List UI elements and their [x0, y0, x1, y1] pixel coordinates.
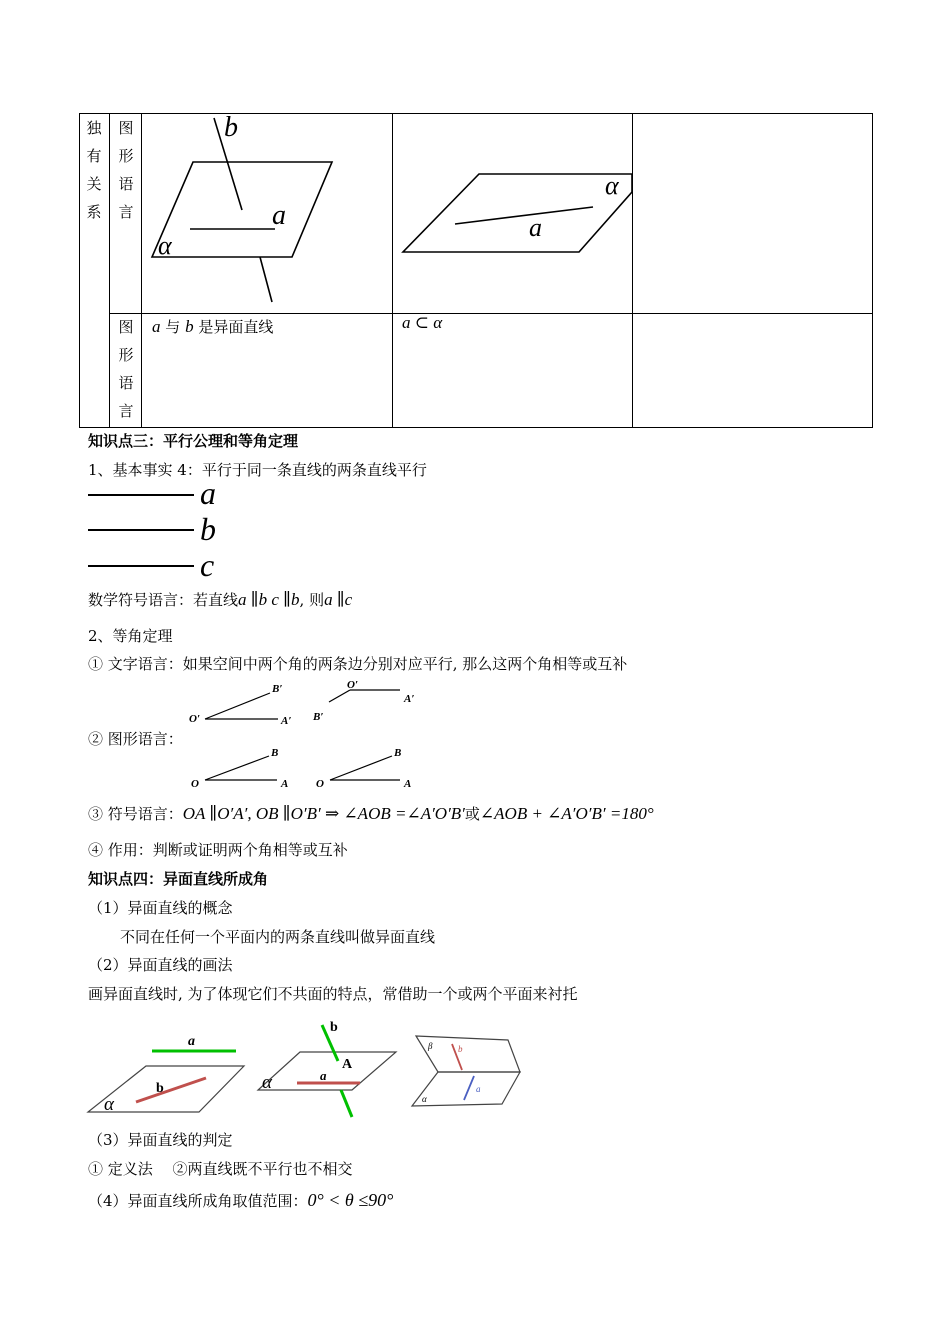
skew-lines-figure	[142, 114, 392, 313]
section4-p1-body: 不同在任何一个平面内的两条直线叫做异面直线	[120, 928, 436, 946]
theorem-item2-label: ② 图形语言：	[88, 730, 183, 748]
skew-figure-one-plane	[86, 1026, 248, 1116]
symbol-language-line: 数学符号语言：若直线a ∥b c ∥b, 则a ∥c	[88, 590, 353, 609]
section4-p2: （2）异面直线的画法	[88, 956, 233, 974]
label-b: b	[458, 1044, 463, 1054]
label-b: b	[224, 114, 238, 143]
line-in-plane-figure	[393, 114, 632, 313]
section4-p2-body: 画异面直线时, 为了体现它们不共面的特点，常借助一个或两个平面来衬托	[88, 985, 578, 1003]
section4-p3: （3）异面直线的判定	[88, 1131, 233, 1149]
section4-p1: （1）异面直线的概念	[88, 899, 233, 917]
fact4-text: 1、基本事实 4：平行于同一条直线的两条直线平行	[88, 461, 427, 479]
label-alpha: α	[422, 1094, 427, 1104]
theorem-item1: ① 文字语言：如果空间中两个角的两条边分别对应平行, 那么这两个角相等或互补	[88, 655, 628, 673]
angle-label: O′	[347, 679, 359, 691]
label-beta: β	[428, 1041, 433, 1051]
row-header-unique-relation: 独 有 关 系	[86, 119, 102, 221]
label-b: b	[156, 1081, 164, 1096]
angle-label: A	[281, 778, 289, 790]
three-parallel-lines-figure	[86, 478, 226, 580]
label-alpha: α	[158, 231, 172, 260]
angle-label: B′	[313, 711, 324, 723]
angle-label: A′	[281, 715, 292, 727]
equal-angle-figures	[185, 676, 425, 796]
label-a: a	[272, 200, 286, 231]
label-A: A	[342, 1057, 353, 1072]
label-alpha: α	[605, 171, 619, 200]
label-alpha: α	[104, 1094, 114, 1115]
cell-skew-text: a 与 b 是异面直线	[152, 317, 274, 336]
section3-title: 知识点三：平行公理和等角定理	[88, 432, 299, 450]
line-b-label: b	[200, 511, 216, 547]
angle-label: O	[191, 778, 199, 790]
angle-label: O	[316, 778, 324, 790]
row1-label: 图 形 语 言	[118, 119, 134, 221]
label-b: b	[330, 1020, 338, 1035]
label-a: a	[188, 1034, 195, 1049]
angle-label: O′	[189, 713, 201, 725]
angle-label: B	[271, 747, 279, 759]
label-a: a	[476, 1084, 481, 1094]
theorem-item3: ③ 符号语言：OA ∥O′A′, OB ∥O′B′ ⇒ ∠AOB =∠A′O′B′或∠AOB + ∠A′O′B′ =180°	[88, 804, 654, 823]
label-a: a	[320, 1068, 327, 1083]
label-a: a	[529, 213, 542, 242]
angle-label: A′	[404, 693, 415, 705]
angle-label: A	[404, 778, 412, 790]
theorem-item4: ④ 作用：判断或证明两个角相等或互补	[88, 841, 348, 859]
angle-label: B′	[272, 683, 283, 695]
skew-figure-two-planes	[408, 1034, 526, 1110]
cell-subset-text: a ⊂ α	[402, 313, 443, 332]
row2-label: 图 形 语 言	[118, 318, 134, 420]
line-c-label: c	[200, 547, 215, 580]
section4-p4: （4）异面直线所成角取值范围：0° < θ ≤90°	[88, 1190, 394, 1210]
label-alpha: α	[262, 1072, 272, 1093]
section4-title: 知识点四：异面直线所成角	[88, 870, 269, 888]
line-a-label: a	[200, 478, 216, 511]
skew-figure-through-plane	[252, 1016, 402, 1122]
angle-label: B	[394, 747, 402, 759]
theorem-title: 2、等角定理	[88, 627, 173, 645]
section4-p3-body: ① 定义法 ②两直线既不平行也不相交	[88, 1160, 353, 1178]
